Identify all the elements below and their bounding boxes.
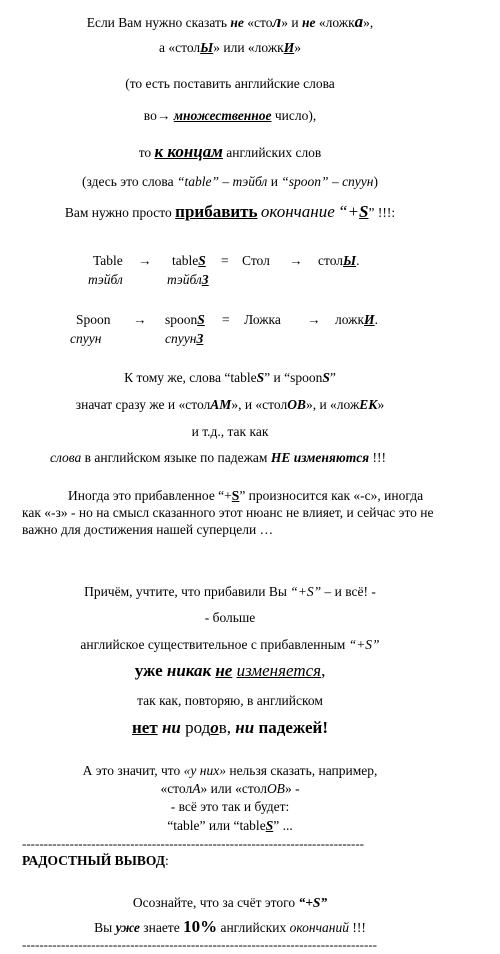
text: тэйбл: [167, 272, 202, 287]
emphasis-already: уже: [115, 920, 140, 935]
second-line-1: [0, 584, 460, 600]
text: !!!: [352, 920, 366, 935]
conclusion-line-2: [0, 917, 460, 937]
text: А это значит, что: [82, 763, 181, 778]
middle-line-3: и т.д., так как: [191, 424, 269, 439]
text: »: [377, 397, 385, 412]
emphasis-endings: к концам: [154, 142, 223, 161]
text: table: [172, 253, 199, 268]
second-line-5: так как, повторяю, в английском: [137, 693, 323, 708]
text: английских: [220, 920, 287, 935]
emphasis-ne: не: [301, 15, 316, 30]
text: !!!: [372, 450, 387, 465]
text: и: [270, 174, 278, 189]
text: (здесь это слова: [82, 174, 174, 189]
text: окончание: [260, 202, 335, 221]
text: .: [356, 253, 360, 268]
example-lozhka: Ложка: [244, 312, 281, 327]
arrow: →: [307, 312, 321, 327]
emphasis-letter: З: [196, 331, 204, 346]
text: английских слов: [226, 145, 322, 160]
text: то: [138, 145, 152, 160]
emphasis-plus-s: “+S”: [298, 895, 328, 910]
emphasis-letter: И: [364, 312, 375, 327]
text: Вам нужно просто: [64, 205, 172, 220]
text: А: [192, 781, 201, 796]
text: :: [165, 853, 169, 868]
text: «ложк: [318, 15, 355, 30]
arrow: →: [138, 253, 152, 268]
example-stoly: [318, 253, 360, 269]
text: и всё! -: [334, 584, 376, 599]
example-table-transcription: тэйбл: [88, 272, 123, 287]
emphasis-ni: ни: [235, 718, 255, 737]
emphasis-not-change: НЕ изменяются: [270, 450, 370, 465]
emphasis-no: нет: [131, 718, 158, 737]
example-spoon-transcription: спуун: [70, 331, 102, 346]
intro-line-2: [0, 40, 460, 56]
text: » и: [281, 15, 299, 30]
emphasis-ending: ОВ: [287, 397, 306, 412]
middle-line-4: [0, 450, 448, 466]
text: знаете: [143, 920, 180, 935]
text: Осознайте, что за счёт этого: [132, 895, 296, 910]
intro-line-4: [0, 108, 460, 124]
conclusion-heading: [22, 853, 169, 869]
text: «стол: [160, 781, 193, 796]
intro-line-1: [0, 12, 460, 32]
text: спуун: [165, 331, 197, 346]
emphasis-letter: S: [198, 253, 206, 268]
text: .: [374, 312, 378, 327]
conclusion-line-1: [0, 895, 460, 911]
example-spoons-transcription: [165, 331, 203, 347]
emphasis-ni: ни: [161, 718, 181, 737]
text: ” и “spoon: [264, 370, 323, 385]
emphasis-never: никак: [166, 661, 212, 680]
third-line-2: [0, 781, 460, 797]
text: ” произносится как «-с», иногда как «-з» - но на смысл сказанного этот нюанс не влияет, и сейчас это не важно для достижения нашей суперцели …: [22, 488, 434, 537]
text: spoon: [165, 312, 198, 327]
text: Причём, учтите, что прибавили Вы: [84, 584, 287, 599]
emphasis-ending: ЕК: [359, 397, 378, 412]
intro-line-7: [0, 202, 460, 222]
text: »,: [363, 15, 374, 30]
middle-line-1: [0, 370, 460, 386]
text: падежей!: [258, 718, 328, 737]
text: в английском языке по падежам: [84, 450, 268, 465]
emphasis-letter: S: [359, 202, 369, 221]
text: изменяется: [236, 661, 322, 680]
text: “+S”: [348, 637, 380, 652]
text: во→: [143, 108, 171, 123]
example-table-word: Table: [93, 253, 123, 268]
text: ): [373, 174, 378, 189]
text: Если Вам нужно сказать: [86, 15, 228, 30]
text: Вы: [94, 920, 113, 935]
divider: -------------------------------------------------------------------------------: [22, 836, 364, 851]
pronunciation-paragraph: [22, 487, 438, 538]
text: “+S” –: [290, 584, 332, 599]
emphasis-letter: S: [231, 488, 240, 503]
text: ложк: [335, 312, 365, 327]
third-line-3: - всё это так и будет:: [170, 799, 290, 814]
example-stol: Стол: [242, 253, 270, 268]
arrow: →: [133, 312, 147, 327]
text: ”: [329, 370, 336, 385]
example-tables: [172, 253, 206, 269]
text: а «стол: [159, 40, 201, 55]
text: в,: [218, 718, 232, 737]
text: «сто: [247, 15, 273, 30]
text: стол: [318, 253, 344, 268]
emphasis-letter: S: [265, 818, 274, 833]
text: “table” или “table: [167, 818, 266, 833]
text: » или «стол: [200, 781, 267, 796]
text: » или «ложк: [213, 40, 284, 55]
third-line-1: [0, 763, 460, 779]
text: ” !!!:: [368, 205, 396, 220]
emphasis-letter: Ы: [343, 253, 357, 268]
text: », и «лож: [305, 397, 360, 412]
text: уже: [134, 661, 163, 680]
emphasis-letter: Ы: [200, 40, 214, 55]
example-tables-transcription: [167, 272, 209, 288]
emphasis-letter: а: [354, 12, 364, 31]
text: »: [294, 40, 301, 55]
example-lozhki: [335, 312, 378, 328]
example-spoon-word: Spoon: [76, 312, 111, 327]
second-line-6: [0, 718, 460, 738]
emphasis-add: прибавить: [175, 202, 258, 221]
intro-line-3: (то есть поставить английские слова: [125, 76, 335, 91]
text: К тому же, слова “table: [124, 370, 257, 385]
text: нельзя сказать, например,: [229, 763, 378, 778]
emphasis-letter: S: [256, 370, 265, 385]
intro-line-6: [0, 174, 460, 190]
emphasis-not: не: [215, 661, 233, 680]
text: значат сразу же и «стол: [75, 397, 211, 412]
emphasis-letter: о: [210, 718, 219, 737]
text: » -: [284, 781, 300, 796]
emphasis-letter: S: [197, 312, 205, 327]
text: ОВ: [266, 781, 285, 796]
text: ” ...: [273, 818, 293, 833]
text: “spoon” – спуун: [281, 174, 374, 189]
text: Иногда это прибавленное “+: [68, 488, 232, 503]
arrow: →: [289, 253, 303, 268]
divider-bottom: ----------------------------------------------------------------------------------: [22, 937, 377, 952]
emphasis-letter: И: [283, 40, 295, 55]
second-line-2: - больше: [204, 610, 256, 625]
text: английское существительное с прибавленным: [80, 637, 346, 652]
emphasis-letter: S: [322, 370, 330, 385]
emphasis-ending: АМ: [210, 397, 232, 412]
example-spoons: [165, 312, 205, 328]
intro-line-5: [0, 142, 460, 162]
emphasis-percent: 10%: [183, 917, 218, 936]
emphasis-ne: не: [230, 15, 244, 30]
text: слова: [49, 450, 82, 465]
text: окончаний: [289, 920, 349, 935]
text: число),: [274, 108, 317, 123]
emphasis-letter: л: [272, 12, 282, 31]
text: », и «стол: [231, 397, 288, 412]
second-line-4: [0, 661, 460, 681]
third-line-4: [0, 818, 460, 834]
text: РАДОСТНЫЙ ВЫВОД: [22, 853, 165, 868]
equals: =: [221, 253, 229, 268]
emphasis-plural: множественное: [173, 108, 272, 123]
middle-line-2: [0, 397, 460, 413]
emphasis-letter: З: [201, 272, 209, 287]
text: «у них»: [183, 763, 226, 778]
text: “table” – тэйбл: [177, 174, 268, 189]
equals: =: [222, 312, 230, 327]
text: род: [185, 718, 211, 737]
second-line-3: [0, 637, 460, 653]
text: “+: [338, 202, 360, 221]
text: ,: [321, 661, 326, 680]
